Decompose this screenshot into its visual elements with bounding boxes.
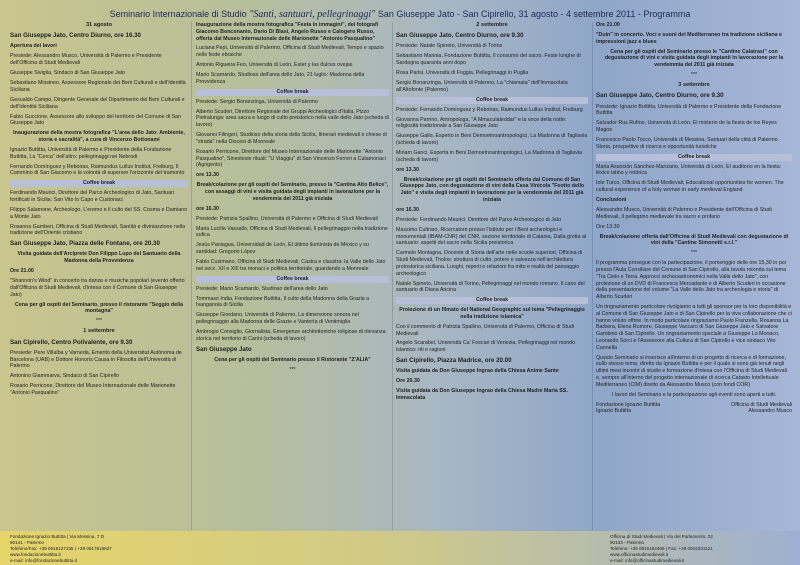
program-line: Ferdinando Maurici, Direttore del Parco Archeologico di Jato, Santuari fortificati in Sicilia: San Vito lo Capo e Custonaci [10,190,174,203]
column-2 [196,22,389,530]
program-line: Alberto Scuderi, Direttore Regionale dei Gruppi Archeologici d'Italia, Pizzo Pietralunga: area sacra e luogo di culto preistorico nella valle dello Jato (scheda di lavoro) [196,108,389,129]
program-line: Jesús Paniagua, Universidad de León, El último iluminista de México y su santidad: Gregorio López [196,242,369,256]
brunch-note: Break/colazione per gli ospiti del Seminario offerta dal Comune di San Giuseppe Jato, con degustazione di vini della Casa Vinicola "Feotto dello Jato" e visita degli impianti in lavorazione per la vendemmia del 2011 già iniziata [399,176,585,203]
coffee-break: Coffee break [396,97,588,104]
exhibition-note: Inaugurazione della mostra fotografica "Festa in immagini", dei fotografi Giacomo Bonconanio, Dario Di Blasi, Angelo Russo e Calogero Russo, offerta dal Museo Internazionale delle Marionette "Antonio Pasqualino" [196,22,379,42]
program-line: Con il commento di Patrizia Spallino, Università di Palermo, Officina di Studi Medievali [396,323,575,337]
program-line: Fabio Guccione, Assessore allo sviluppo del territorio del Comune di San Giuseppe Jato [10,113,182,127]
program-line: Giovanna Parrino, Antropologa, "A Mmaculateddar" e la voce della notte: religiosità tradizionale a San Giuseppe Jato [396,116,567,130]
separator: *** [95,318,103,325]
session-heading: San Giuseppe Jato, Piazza delle Fontane, ore 20.30 [10,240,160,248]
column-divider [592,22,593,530]
signature-left [596,402,660,416]
session-heading: San Giuseppe Jato [196,345,252,353]
program-line: Presiede: Mario Scamardo, Studioso dell'area dello Jato [196,285,328,292]
program-line: Filippo Salamone, Archeologo, L'eremo e il culto del SS. Cosma e Damiano a Monte Jato [10,206,188,220]
program-line: Rosario Perricone, Direttore del Museo Internazionale delle Marionette "Antonio Pasqualino" [10,383,176,396]
signature-person: Ignazio Buttitta [596,408,632,415]
session-heading: San Cipirello, Centro Polivalente, ore 9.30 [10,338,133,346]
program-line: Presiede: Patrizia Spallino, Università di Palermo e Officina di Studi Medievali [196,215,378,222]
program-line: Presiede: Fernando Domínguez y Reboiras, Raimundus Lullus Institut, Freiburg [396,106,583,113]
time-label: Ore 13.30 [596,223,620,230]
title-theme: "Santi, santuari, pellegrinaggi" [249,9,376,20]
program-paragraph: Il programma prosegue con la partecipazione, il pomeriggio delle ore 15,30 in poi presso l'Aula Consiliare del Comune di San Cipirello, alla tavola rotonda sul tema "Tra Cielo e Terra. Approcci archeoastronomici nella Valle dello Jato", con proiezione di un DVD di Francesca Mercadante e di Alberto Scuderi in occasione della presentazione del volume "La Valle dello Jato tra archeologia e storia" di Alberto Scuderi [596,260,787,301]
brunch-note: Break/colazione offerta dall'Officina di Studi Medievali con degustazione di vini della "Cantine Simonetti s.r.l." [599,233,789,247]
program-line: Miriam Ganci, Esperta in Beni Demoetnoantropologici, La Madonna di Tagliavia (scheda di lavoro) [396,149,582,163]
footer-line: Officina di Studi Medievali | Via del Parlamento, 32 [610,534,713,539]
footer-line: 90133 - Palermo [610,539,644,545]
coffee-break: Coffee break [10,180,188,187]
coffee-break: Coffee break [196,276,389,283]
footer-line: 90141 - Palermo [10,539,44,545]
footer-email[interactable]: e-mail: info@officinastudimedievali.it [610,557,685,563]
program-line: Presiede: Pere Villalba y Varneda, Emerito della Universitat Autònoma de Barcelona (UAB) e Dottore Honoris Causa in Filosofia dell'Università di Palermo [10,349,182,370]
program-line: Presiede: Alessandro Musco, Università di Palermo e Presidente dell'Officina di Studi Medievali [10,53,162,67]
program-line: Ignazio Buttitta, Università di Palermo e Presidente della Fondazione Buttitta, La "Cerca" dell'altro: pellegrinaggi nei Nebrodi [10,146,172,160]
day-heading: 1 settembre [83,328,115,335]
program-line: Maria Lucilla Vassallo, Officina di Studi Medievali, Il pellegrinaggio nella tradizione sufica [196,225,388,239]
day-heading: 2 settembre [476,22,508,28]
signature-right [731,402,792,416]
program-line: Presiede: Natale Spineto, Università di Torino [396,43,503,50]
footer-link[interactable]: www.fondazionebuttitta.it [10,551,61,557]
conclusions-label: Conclusioni [596,196,627,203]
program-line: Iole Turco, Officina di Studi Medievali, Educational opportunities for women. The cultural experience of a holy woman in early medieval England [596,180,784,193]
coffee-break: Coffee break [196,89,389,96]
footer-link[interactable]: www.officinastudimedievali.it [610,551,669,557]
program-line: Rosa Parisi, Università di Foggia, Pellegrinaggi in Puglia [396,70,529,77]
program-line: Alessandro Musco, Università di Palermo e Presidente dell'Officina di Studi Medievali, Il pellegrino medievale tra sacro e profano [596,206,772,220]
concert-note: "Duin" in concerto. Voci e suoni del Mediterraneo tra tradizione siciliana e impressioni jazz e blues [596,31,782,45]
guided-visit: Visita guidata da Don Giuseppe Ingrao della Chiesa Madre Maria SS. Immacolata [396,388,568,401]
column-1 [10,22,188,530]
open-note: I lavori del Seminario e la partecipazione agli eventi sono aperti a tutti. [611,391,777,398]
dinner-note: Cena per gli ospiti del Seminario presso le "Cantine Calatrasi" con degustazione di vini e visita guidata degli impianti in lavorazione per la vendemmia del 2011 già iniziata [604,48,784,69]
time-label: ore 13.30 [396,166,419,173]
film-note: Proiezione di un filmato del National Geographic sul tema "Pellegrinaggio nella tradizione islamica" [399,307,585,320]
time-label: ore 16.30 [396,206,419,213]
program-line: Sergio Bonanzinga, Università di Palermo, La "chiamata" dell'Immacolata all'Altofonte (Palermo) [396,80,568,93]
dinner-note: Cena per gli ospiti del Seminario presso il Ristorante "Z'ALIA" [214,356,371,363]
program-line: Presiede: Sergio Bonanzinga, Università di Palermo [196,98,318,105]
separator: *** [289,366,296,373]
footer-line: Telefono/Fax: +39 0916127155 | +39 0917818827 [10,545,112,551]
project-paragraph: Questo Seminario si inserisce all'interno di un progetto di ricerca e di formazione, sullo stesso tema, diretto da Ignazio Buttitta e per il quale si sono già tenuti negli ultimi mesi incontri di studio e formazione d'intesa con l'Officina di Studi Medievali e, sempre all'interno del progetto internazionale di ricerca Catasto Intellettuale Mediterraneo (CIM) diretto da Alessandro Musco (con fondi COR) [596,354,787,388]
time-label: ore 13.30 [196,172,219,179]
signature-org: Fondazione Ignazio Buttitta [596,401,661,408]
coffee-break: Coffee break [596,154,792,161]
signatures [596,402,792,416]
column-4 [596,22,792,530]
footer-line: Fondazione Ignazio Buttitta | Via Messina, 7 D [10,534,105,539]
program-line: Sebastiano Missineo, Assessore Regionale dei Beni Culturali e dell'Identità Siciliana [10,80,186,93]
guided-visit: Visita guidata dell'Arciprete Don Filippo Lupo del Santuario della Madonna della Provvidenza [17,251,181,265]
day-heading: 3 settembre [678,82,710,89]
footer [0,531,800,565]
session-heading: San Giuseppe Jato, Centro Diurno, ore 9.30 [396,32,524,40]
program-line: Antonino Giammarva, Sindaco di San Cipirello [10,373,119,380]
title-suffix: San Giuseppe Jato - San Cipirello, 31 agosto - 4 settembre 2011 - Programma [375,9,691,19]
column-3 [396,22,588,530]
program-line: Presiede: Ferdinando Maurici, Direttore del Parco Archeologico di Jato [396,216,562,223]
program-line: Antonio Rigueira Feo, Università di León, Ester y las dulces ovejas [196,62,353,69]
program-line: Rosanna Gamberi, Officina di Studi Medievali, Santità e diviniazzione nella tradizione dell'Oriente cristiano [10,223,186,237]
signature-person: Alessandro Musco [748,408,792,415]
footer-email[interactable]: e-mail: info@fondazionebuttitta.it [10,557,77,563]
program-line: Presiede: Ignazio Buttitta, Università di Palermo e Presidente della Fondazione Buttitta [596,103,782,117]
program-line: Giuseppe Siviglia, Sindaco di San Giuseppe Jato [10,70,126,77]
page-title [0,9,800,20]
thanks-paragraph: Un ringraziamento particolare rivolgiamo a tutti gli sponsor per la loro disponibilità e al Comune di San Giuseppe Jato e di San Cipirello per la viva collaborazione che ci hanno voluto offrire. In modo particolare ringraziamo Paolo Franzella, Rosanna La Barbera, Elena Rumore, Giuseppe Vaccaro di San Giuseppe Jato e Salvatore Gambino di San Cipirello. Un ringraziamento speciale a Giuseppe Lo Monaco, Leonardo Sorci e l'Assessore alla Cultura di San Cipirello e vice sindaco Vito Cannella [596,304,792,351]
footer-right [610,534,790,564]
program-line: Rosario Perricone, Direttore del Museo Internazionale delle Marionette "Antonio Pasqualino", Sinestesie rituali: "U Viaggiu" di San Vincenzo Ferreri a Calamonaci (Agrigento) [196,148,386,169]
session-heading: San Giuseppe Jato, Centro Diurno, ore 9.30 [596,92,724,100]
signature-org: Officina di Studi Medievali [731,401,792,408]
program-line: Salvador Rus Rufino, Università di León, El misterio de la fiesta de los Reyes Magos [596,120,777,134]
program-line: Sebastiano Mannia, Fondazione Buttitta, Il consumo del sacro. Feste lunghe di Sardegna quaranta anni dopo [396,53,581,67]
program-line: Francesco Paolo Tocco, Università di Messina, Santuari della città di Palermo. Storia, prospettive di ricerca e opportunità turistiche [596,137,780,150]
program-line: Mario Scamardo, Studioso dell'area dello Jato, 21 luglio: Madonna della Provvidenza [196,72,365,85]
program-line: Giuseppe Giordano, Università di Palermo, La dimensione sonora nel pellegrinaggio alla Madonna delle Grazie e Vanterìa di Ventimiglia [196,312,359,325]
program-line: Gesualdo Campo, Dirigente Generale del Dipartimento dei Beni Culturali e dell'Identità Siciliana [10,96,185,110]
time-label: ore 16.30 [196,205,219,212]
program-line: Fabio Cusimano, Officina di Studi Medievali, Castra e claustra: la Valle dello Jato nei secc. XII e XIII tra monaci e politica territoriale, guardando a Monreale [196,259,386,272]
program-line: Luciana Pepi, Università di Palermo, Officina di Studi Medievali, Tempo e spazio nelle feste ebraiche [196,45,384,59]
time-label: Ore 21.00 [10,268,34,275]
time-label: Ore 20.30 [396,378,420,385]
program-line: Natale Spineto, Università di Torino, Pellegrinaggi nel mondo romano. Il caso del santuario di Diana Aricina [396,280,585,294]
footer-left [10,534,112,564]
opening-label: Apertura dei lavori [10,43,57,50]
coffee-break: Coffee break [396,297,588,304]
program-line: Carmelo Montagna, Docente di Storia dell'arte nelle scuole superiori, Officina di Studi Medievali, Tholos: struttura di culto, potere e salvezza nell'architettura protostorica siciliana. Luoghi, reperti e relazioni fra mito e realtà del paesaggio archeologico [396,250,583,277]
time-label: Ore 21.00 [596,22,620,28]
column-divider [392,22,393,530]
session-heading: San Giuseppe Jato, Centro Diurno, ore 16.30 [10,32,142,40]
program-line: Ambrogio Consiglio, Giornalista, Emergenze architettoniche religiose di rilevanza storica nel territorio di Carini (scheda di lavoro) [196,328,386,342]
separator: *** [690,72,698,79]
program-line: Angelo Scarabel, Università Ca' Foscari di Venezia, Pellegrinaggi nel mondo islamico: riti e ragioni [396,340,576,354]
program-line: Maria Asunción Sánchez-Manzano, Università di León, El auditorio en la fiesta: léxico latino y retórica [596,163,782,177]
program-line: Massimo Cultraro, Ricercatore presso l'Istituto per i Beni archeologici e monumentali (IBAM-CNR) del CNR, sezione territoriale di Catania, Dalla grotta al santuario: aspetti del sacro nella Sicilia preistorica [396,226,587,247]
footer-line: Telefono: +39 0916162466 | Fax: +39 0916331121 [610,545,713,551]
title-prefix: Seminario Internazionale di Studio [109,9,250,19]
program-line: Tommaso India, Fondazione Buttitta, Il culto della Madonna della Grazia a Ivanganoia di Sicilia [196,295,370,309]
column-divider [191,22,192,530]
session-heading: San Cipirello, Piazza Madrice, ore 20.00 [396,357,512,365]
dinner-note: Cena per gli ospiti del Seminario, presso il ristorante "Seggio della montagna" [15,301,183,315]
separator: *** [690,250,698,257]
program-line: Giovanni Filingeri, Studioso della storia della Sicilia, Itinerari medievali e chiese di "strada" nella Diocesi di Monreale [196,132,387,145]
program-line: Fernando Domínguez y Reboiras, Raimundus Lullus Institut, Freiburg, Il Cammino di San Giacomo e la volontà di superare l'orizzonte del tramonto [10,163,185,177]
exhibition-note: Inaugurazione della mostra fotografica "L'area dello Jato: Ambiente, storia e sacralità", a cura di Vincenzo Bottonami [13,130,185,144]
day-heading: 31 agosto [85,22,113,28]
program-line: Giuseppe Gallo, Esperto in Beni Demoetnoantropologici, La Madonna di Tagliavia (scheda di lavoro) [396,133,588,147]
brunch-note: Break/colazione per gli ospiti del Seminario, presso la "Cantina Alto Belice", con assaggi di vini e visita guidata degli impianti in lavorazione per la vendemmia del 2011 già iniziata [196,182,389,202]
guided-visit: Visita guidata da Don Giuseppe Ingrao della Chiesa Anime Sante [396,368,559,375]
concert-note: "Shannon's Wind" in concerto tra danze e musiche popolari (evento offerto dall'Officina di Studi Medievali, d'intesa con il Comune di San Giuseppe Jato) [10,278,185,298]
